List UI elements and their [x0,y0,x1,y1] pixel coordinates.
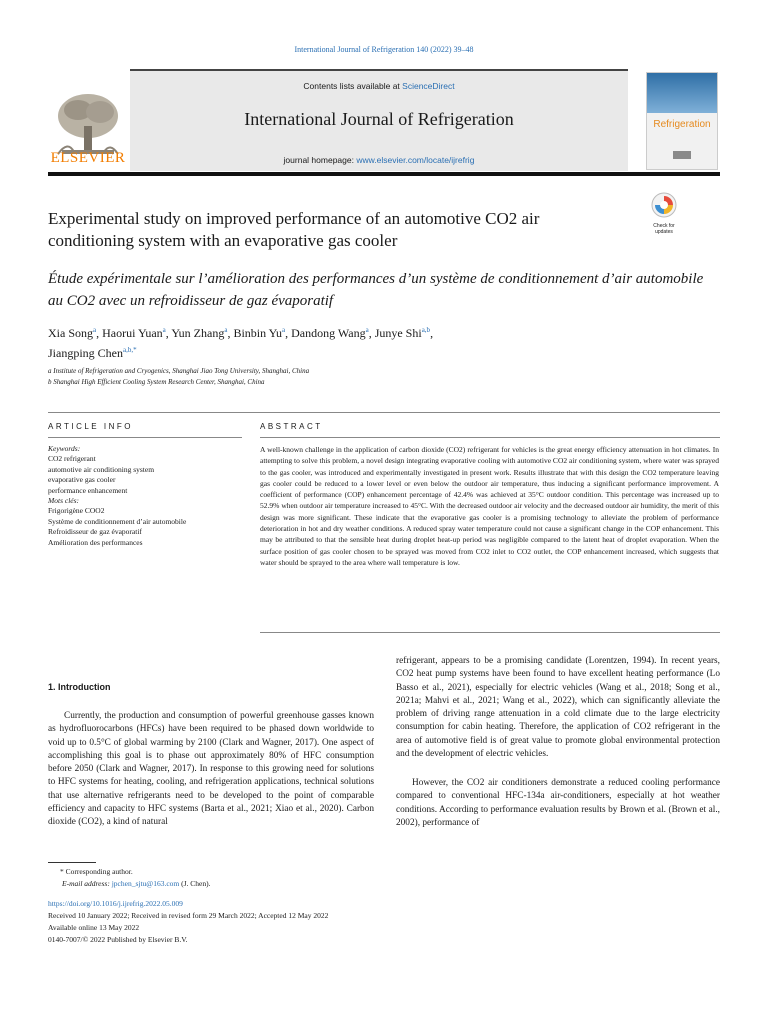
journal-title: International Journal of Refrigeration [244,109,514,129]
author-name[interactable]: Junye Shi [374,326,422,340]
author-affiliation-mark[interactable]: a [224,326,228,334]
email-link[interactable]: jpchen_sjtu@163.com [111,879,180,888]
abstract-rule [260,437,720,438]
email-label: E-mail address: [62,879,112,888]
check-for-updates-badge[interactable] [648,192,680,235]
author-affiliation-mark[interactable]: a [93,326,97,334]
keyword-item: automotive air conditioning system [48,464,155,474]
affiliation-a: a Institute of Refrigeration and Cryogenics, Shanghai Jiao Tong University, Shanghai, China [48,367,310,375]
contents-available [130,81,628,91]
motscle-item: Amélioration des performances [48,537,143,547]
motscle-item: Refroidisseur de gaz évaporatif [48,527,142,537]
abstract-bottom-rule [260,632,720,633]
abstract-text: A well-known challenge in the application of carbon dioxide (CO2) refrigerant for vehicles is the great energy efficiency attenuation in hot climates. In attempting to solve this problem, a novel design integrating evaporative cooling with automotive CO2 air conditioning system, where water was sprayed to the gas cooler, was introduced and experimentally investigated in present work. Results illustrate that with this design the CO2 temperature leaving gas cooler could be reduced to a lower level or even below the outdoor air temperature, thus inducing a significant performance improvement. A coefficient of performance (COP) enhancement percentage of 42.4% was achieved at 35°C outdoor condition. This percentage was increased up to 52.9% when outdoor air temperature increased to 45°C. With the decreased outdoor air velocity and the decreased outdoor air humidity, the merit of this design was more significant. These indicate that the evaporative gas cooler is a promising technology to alleviate the problem of performance deterioration in hot and dry weather conditions. A reduced spray water temperature could not cause a significant change in the COP enhancement. This may be attributed to that the sensible heat during droplet heat-up period was negligible compared to the latent heat of droplet evaporation. When the surface position of gas cooler chosen to be sprayed was moved from CO2 inlet to CO2 outlet, the COP enhancement increased, which suggests that water should be sprayed to the area where wall temperature is low. [260,445,719,567]
journal-cover-image[interactable] [646,72,718,170]
author-affiliation-mark[interactable]: a,b [421,326,431,334]
author-affiliation-mark[interactable]: a [162,326,166,334]
keywords-block [48,444,248,548]
author-name[interactable]: Jiangping Chen [48,346,123,360]
cover-badge-icon [673,151,691,159]
author-name[interactable]: Haorui Yuan [102,326,163,340]
intro-paragraph-left: Currently, the production and consumption of powerful greenhouse gasses known as hydrofluorocarbons (HFCs) have been required to be phased down worldwide to void up to 0.5°C of global warming by 2100 (Clark and Wagner, 2017). One aspect of accomplishing this goal is to phase out approximately 80% of HFC consumption before 2050 (Clark and Wagner, 2017). In response to this growing need for solutions to HFC systems for heating, cooling, and refrigeration applications, technical solutions that use alternative refrigerants need to be developed to the point of comparable efficiency and capacity to HFC systems (Barta et al., 2021; Xiao et al., 2020). Carbon dioxide (CO2), a kind of natural [48,711,374,828]
author-affiliation-mark[interactable]: a,b,* [123,346,137,354]
author-list: Xia Song$^a$, Haorui Yuan$^a$, Yun Zhang$^a$, Binbin Yu$^a$, Dandong Wang$^a$, Junye Shi$^{a,b}$, Jiangping Chen$^{a,b,*}$ [48,326,434,360]
journal-header-box [130,70,628,171]
article-title-english: Experimental study on improved performance of an automotive CO2 air conditioning system with an evaporative gas cooler [48,209,540,250]
motscle-item: Système de conditionnement d’air automobile [48,516,187,526]
abstract-heading: ABSTRACT [260,422,323,431]
check-updates-label: Check for updates [653,223,675,235]
article-info-heading: ARTICLE INFO [48,422,133,431]
homepage-link[interactable]: www.elsevier.com/locate/ijrefrig [356,155,475,165]
intro-paragraph-right-1: refrigerant, appears to be a promising candidate (Lorentzen, 1994). In recent years, CO2 heat pump systems have been found to have excellent heating performance (Lo Basso et al., 2021), especially for electric vehicles (Wang et al., 2018; Song et al., 2021a; Mahvi et al., 2021; Wang et al., 2022), which can significantly alleviate the problem of driving range attenuation in a cold climate due to the large electricity consumption for cabin heating. Therefore, the application of CO2 refrigerant in the area of automotive field is of great value to promote global environmental protection and the development of electric vehicles. [396,656,720,760]
author-name[interactable]: Dandong Wang [291,326,366,340]
corresponding-author-note: * Corresponding author. [60,867,133,876]
sciencedirect-link[interactable]: ScienceDirect [402,81,455,91]
elsevier-wordmark[interactable]: ELSEVIER [50,150,126,166]
cover-banner [647,73,717,113]
header-bottom-rule [48,172,720,176]
check-updates-icon [651,192,677,218]
keyword-item: CO2 refrigerant [48,454,96,464]
copyright-line: 0140-7007/© 2022 Published by Elsevier B.V. [48,935,188,944]
affiliation-b: b Shanghai High Efficient Cooling System Research Center, Shanghai, China [48,378,265,386]
journal-homepage [130,155,628,165]
article-info-rule [48,437,242,438]
section-title-introduction: 1. Introduction [48,682,111,692]
journal-reference[interactable]: International Journal of Refrigeration 140 (2022) 39–48 [294,45,474,54]
email-note [48,878,562,890]
author-name[interactable]: Binbin Yu [233,326,282,340]
footnote-rule [48,862,96,863]
contents-prefix: Contents lists available at [303,81,403,91]
keyword-item: performance enhancement [48,485,128,495]
email-suffix: (J. Chen). [179,879,211,888]
article-title-french: Étude expérimentale sur l’amélioration des performances d’un système de conditionnement d’air automobile au CO2 avec un refroidisseur de gaz évaporatif [48,271,704,309]
author-name[interactable]: Yun Zhang [171,326,225,340]
received-dates: Received 10 January 2022; Received in revised form 29 March 2022; Accepted 12 May 2022 [48,911,329,920]
motscle-item: Frigorigène COO2 [48,506,105,516]
available-online: Available online 13 May 2022 [48,923,140,932]
cover-title: Refrigeration [653,119,711,130]
intro-paragraph-right-2: However, the CO2 air conditioners demonstrate a reduced cooling performance compared to conventional HFC-134a air-conditioners, especially at hot weather conditions. According to performance evaluation results by Brown et al. (Brown et al., 2002), performance of [396,778,720,828]
motscles-label: Mots clés: [48,496,80,506]
author-affiliation-mark[interactable]: a [282,326,286,334]
keyword-item: evaporative gas cooler [48,475,116,485]
author-name[interactable]: Xia Song [48,326,93,340]
keywords-label: Keywords: [48,444,81,453]
author-affiliation-mark[interactable]: a [365,326,369,334]
section-divider [48,412,720,413]
homepage-prefix: journal homepage: [283,155,357,165]
doi-link[interactable]: https://doi.org/10.1016/j.ijrefrig.2022.05.009 [48,899,183,908]
